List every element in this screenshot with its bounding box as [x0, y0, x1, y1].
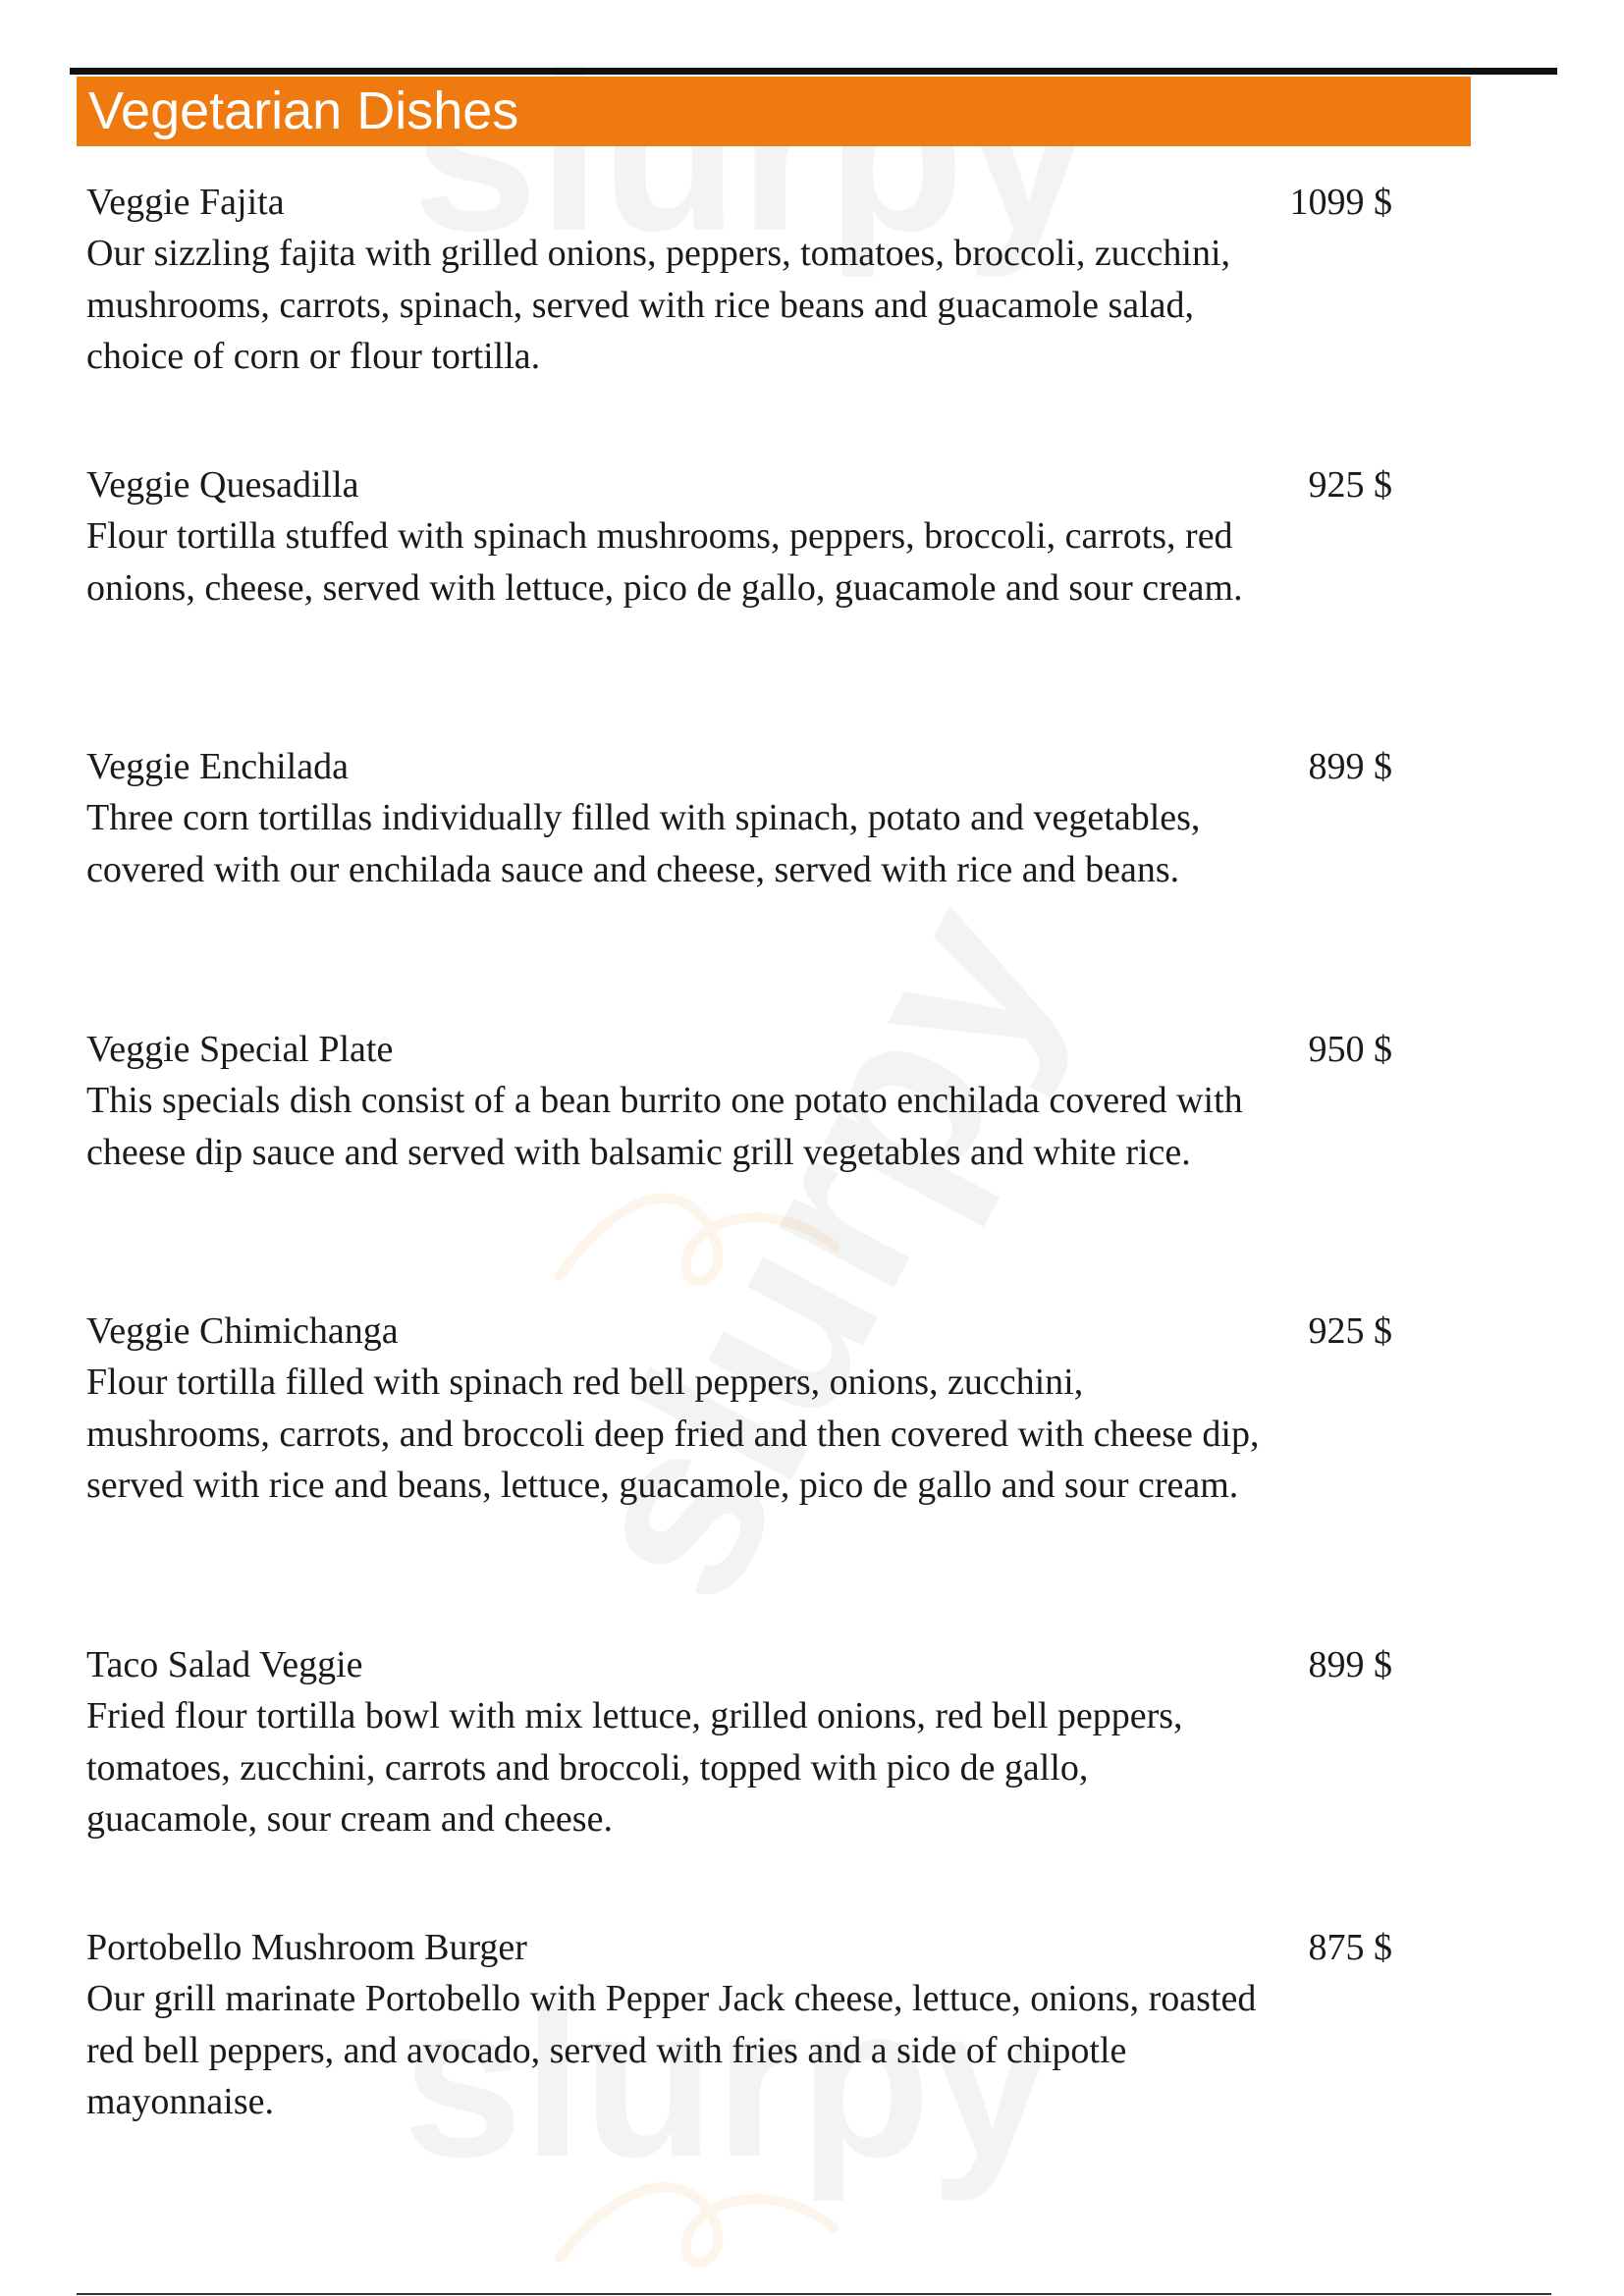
- item-price: 899 $: [1308, 1644, 1392, 1685]
- item-name: Taco Salad Veggie: [86, 1644, 363, 1685]
- item-name: Veggie Fajita: [86, 182, 285, 223]
- watermark-swirl-icon: [550, 1158, 844, 1315]
- item-price: 875 $: [1308, 1927, 1392, 1968]
- section-header: [77, 77, 1471, 146]
- item-name: Veggie Quesadilla: [86, 464, 359, 506]
- item-description: Flour tortilla stuffed with spinach mushrooms, peppers, broccoli, carrots, red onions, cheese, served with lettuce, pico de gallo, guacamole and sour cream.: [86, 515, 1243, 609]
- item-description: Flour tortilla filled with spinach red bell peppers, onions, zucchini, mushrooms, carrots, and broccoli deep fried and then covered with cheese dip, served with rice and beans, lettuce, guacamole, pico de gallo and sour cream.: [86, 1362, 1260, 1506]
- item-description: Our grill marinate Portobello with Pepper Jack cheese, lettuce, onions, roasted red bell peppers, and avocado, served with fries and a side of chipotle mayonnaise.: [86, 1978, 1257, 2122]
- item-price: 1099 $: [1289, 182, 1392, 223]
- top-rule: [70, 68, 1557, 75]
- item-name: Portobello Mushroom Burger: [86, 1927, 527, 1968]
- item-price: 925 $: [1308, 1310, 1392, 1352]
- watermark-swirl-icon: [550, 2150, 844, 2287]
- item-description: Three corn tortillas individually filled with spinach, potato and vegetables, covered with our enchilada sauce and cheese, served with rice and beans.: [86, 797, 1201, 890]
- item-description: Fried flour tortilla bowl with mix lettuce, grilled onions, red bell peppers, tomatoes, zucchini, carrots and broccoli, topped with pico de gallo, guacamole, sour cream and cheese.: [86, 1695, 1183, 1840]
- item-price: 899 $: [1308, 746, 1392, 787]
- section-title: Vegetarian Dishes: [88, 81, 519, 140]
- item-price: 925 $: [1308, 464, 1392, 506]
- item-price: 950 $: [1308, 1029, 1392, 1070]
- item-name: Veggie Special Plate: [86, 1029, 394, 1070]
- item-description: This specials dish consist of a bean burrito one potato enchilada covered with cheese dip sauce and served with balsamic grill vegetables and white rice.: [86, 1080, 1243, 1173]
- item-name: Veggie Enchilada: [86, 746, 349, 787]
- item-name: Veggie Chimichanga: [86, 1310, 399, 1352]
- bottom-rule: [77, 2293, 1551, 2295]
- watermark-logo: [536, 868, 1099, 1633]
- item-description: Our sizzling fajita with grilled onions, peppers, tomatoes, broccoli, zucchini, mushrooms, carrots, spinach, served with rice beans and guacamole salad, choice of corn or flour tortilla.: [86, 233, 1231, 377]
